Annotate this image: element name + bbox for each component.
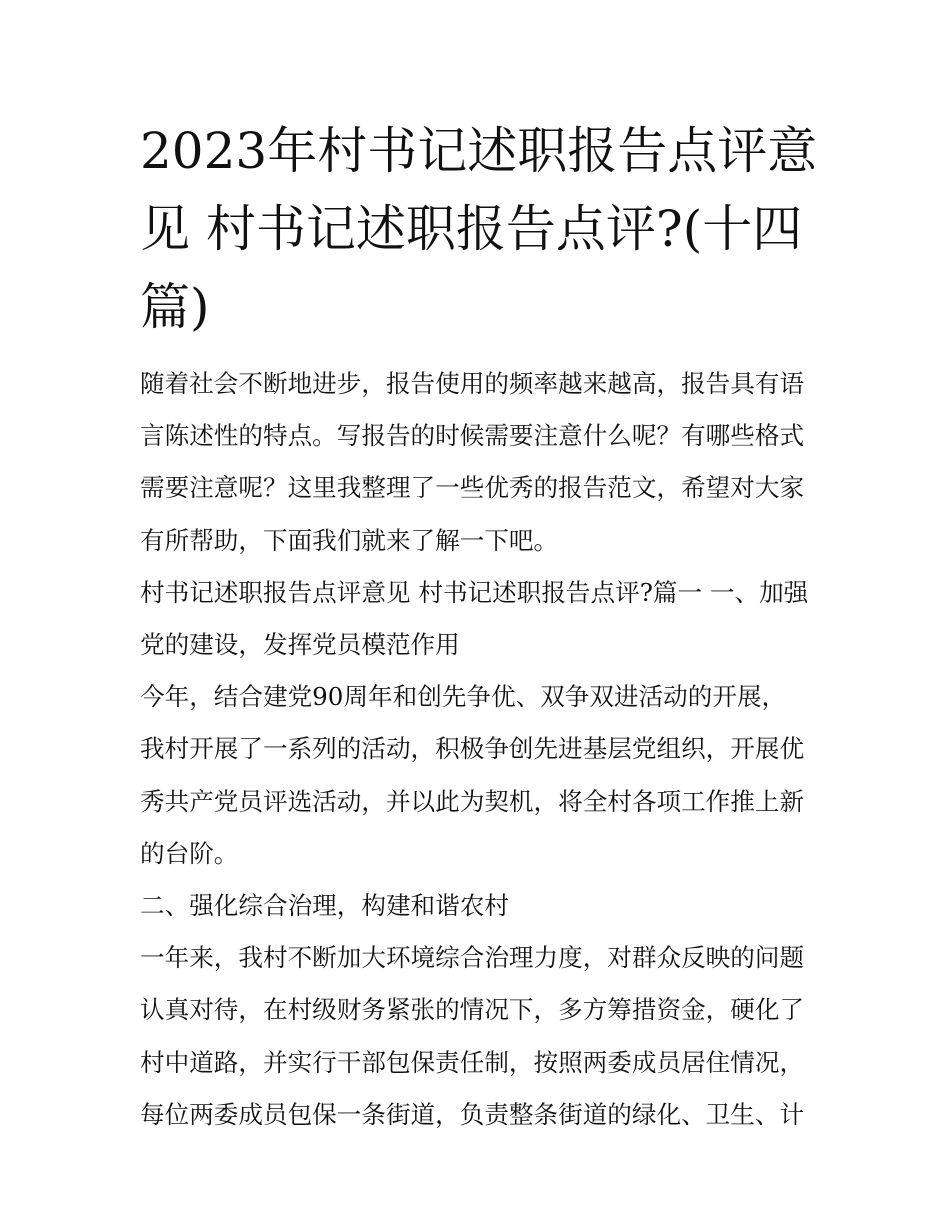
document-title: 2023年村书记述职报告点评意见 村书记述职报告点评?(十四篇) (140, 122, 818, 336)
paragraph-governance: 一年来，我村不断加大环境综合治理力度，对群众反映的问题认真对待，在村级财务紧张的情况下，多方筹措资金，硬化了村中道路，并实行干部包保责任制，按照两委成员居住情况，每位两委成员包保一条街道，负责整条街道的绿化、卫生、计 (140, 943, 805, 1129)
paragraph-activities: 我村开展了一系列的活动，积极争创先进基层党组织，开展优秀共产党员评选活动，并以此为契机，将全村各项工作推上新的台阶。 (140, 734, 805, 868)
paragraph-section-one-heading: 村书记述职报告点评意见 村书记述职报告点评?篇一 一、加强党的建设，发挥党员模范作用 (140, 577, 809, 660)
paragraph-intro: 随着社会不断地进步，报告使用的频率越来越高，报告具有语言陈述性的特点。写报告的时候需要注意什么呢？有哪些格式需要注意呢？这里我整理了一些优秀的报告范文，希望对大家有所帮助，下面我们就来了解一下吧。 (140, 369, 805, 555)
paragraph-section-two-heading: 二、强化综合治理，构建和谐农村 (140, 891, 509, 921)
paragraph-this-year: 今年，结合建党90周年和创先争优、双争双进活动的开展， (140, 682, 787, 712)
document-body (140, 358, 820, 1141)
